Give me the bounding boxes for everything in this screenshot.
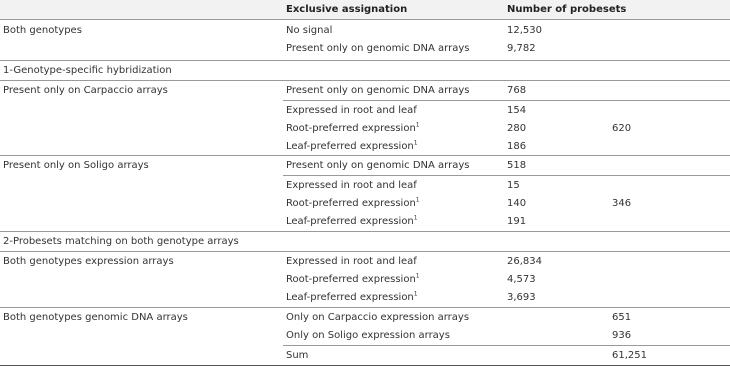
row-divider [0,80,730,81]
footnote-marker: 1 [415,196,420,204]
assignation-only-soligo-expression: Only on Soligo expression arrays [286,330,450,341]
assignation-both-leaf-preferred: Leaf-preferred expression$^1$ [286,290,418,303]
row-divider [283,345,730,346]
assignation-carpaccio-root-leaf: Expressed in root and leaf [286,105,417,116]
total-only-soligo-expression: 936 [612,330,632,341]
footnote-marker: 1 [415,121,420,129]
row-label-carpaccio: Present only on Carpaccio arrays [3,85,168,96]
count-soligo-genomic: 518 [507,160,527,171]
row-divider [0,307,730,308]
total-only-carpaccio-expression: 651 [612,312,632,323]
count-both-root-leaf: 26,834 [507,256,542,267]
table-bottom-rule [0,365,730,366]
count-carpaccio-root-leaf: 154 [507,105,527,116]
assignation-carpaccio-root-preferred: Root-preferred expression$^1$ [286,121,420,134]
assignation-carpaccio-genomic: Present only on genomic DNA arrays [286,85,470,96]
row-divider [0,251,730,252]
row-divider [0,231,730,232]
row-divider [0,155,730,156]
row-label-both-genomic: Both genotypes genomic DNA arrays [3,312,188,323]
footnote-marker: 1 [413,214,418,222]
count-both-leaf-preferred: 3,693 [507,292,536,303]
count-no-signal: 12,530 [507,25,542,36]
assignation-soligo-leaf-preferred: Leaf-preferred expression$^1$ [286,214,418,227]
assignation-carpaccio-leaf-preferred: Leaf-preferred expression$^1$ [286,139,418,152]
assignation-both-root-leaf: Expressed in root and leaf [286,256,417,267]
row-divider [0,60,730,61]
row-label-both-genotypes: Both genotypes [3,25,82,36]
assignation-soligo-genomic: Present only on genomic DNA arrays [286,160,470,171]
assignation-soligo-root-leaf: Expressed in root and leaf [286,180,417,191]
assignation-no-signal: No signal [286,25,333,36]
assignation-soligo-root-preferred: Root-preferred expression$^1$ [286,196,420,209]
assignation-genomic-only: Present only on genomic DNA arrays [286,43,470,54]
section-genotype-specific: 1-Genotype-specific hybridization [3,65,172,76]
footnote-marker: 1 [413,139,418,147]
count-genomic-only: 9,782 [507,43,536,54]
sum-label: Sum [286,350,309,361]
header-rule [0,19,730,20]
assignation-both-root-preferred: Root-preferred expression$^1$ [286,272,420,285]
count-soligo-leaf-preferred: 191 [507,216,527,227]
subtotal-carpaccio: 620 [612,123,632,134]
header-number-of-probesets: Number of probesets [507,4,627,15]
count-carpaccio-root-preferred: 280 [507,123,527,134]
count-both-root-preferred: 4,573 [507,274,536,285]
footnote-marker: 1 [413,290,418,298]
footnote-marker: 1 [415,272,420,280]
header-exclusive-assignation: Exclusive assignation [286,4,408,15]
count-soligo-root-preferred: 140 [507,198,527,209]
row-label-soligo: Present only on Soligo arrays [3,160,149,171]
count-soligo-root-leaf: 15 [507,180,520,191]
sum-total: 61,251 [612,350,647,361]
assignation-only-carpaccio-expression: Only on Carpaccio expression arrays [286,312,470,323]
section-both-genotype-arrays: 2-Probesets matching on both genotype arrays [3,236,239,247]
row-label-both-expression: Both genotypes expression arrays [3,256,174,267]
count-carpaccio-genomic: 768 [507,85,527,96]
row-divider [283,100,730,101]
row-divider [283,175,730,176]
count-carpaccio-leaf-preferred: 186 [507,141,527,152]
subtotal-soligo: 346 [612,198,632,209]
